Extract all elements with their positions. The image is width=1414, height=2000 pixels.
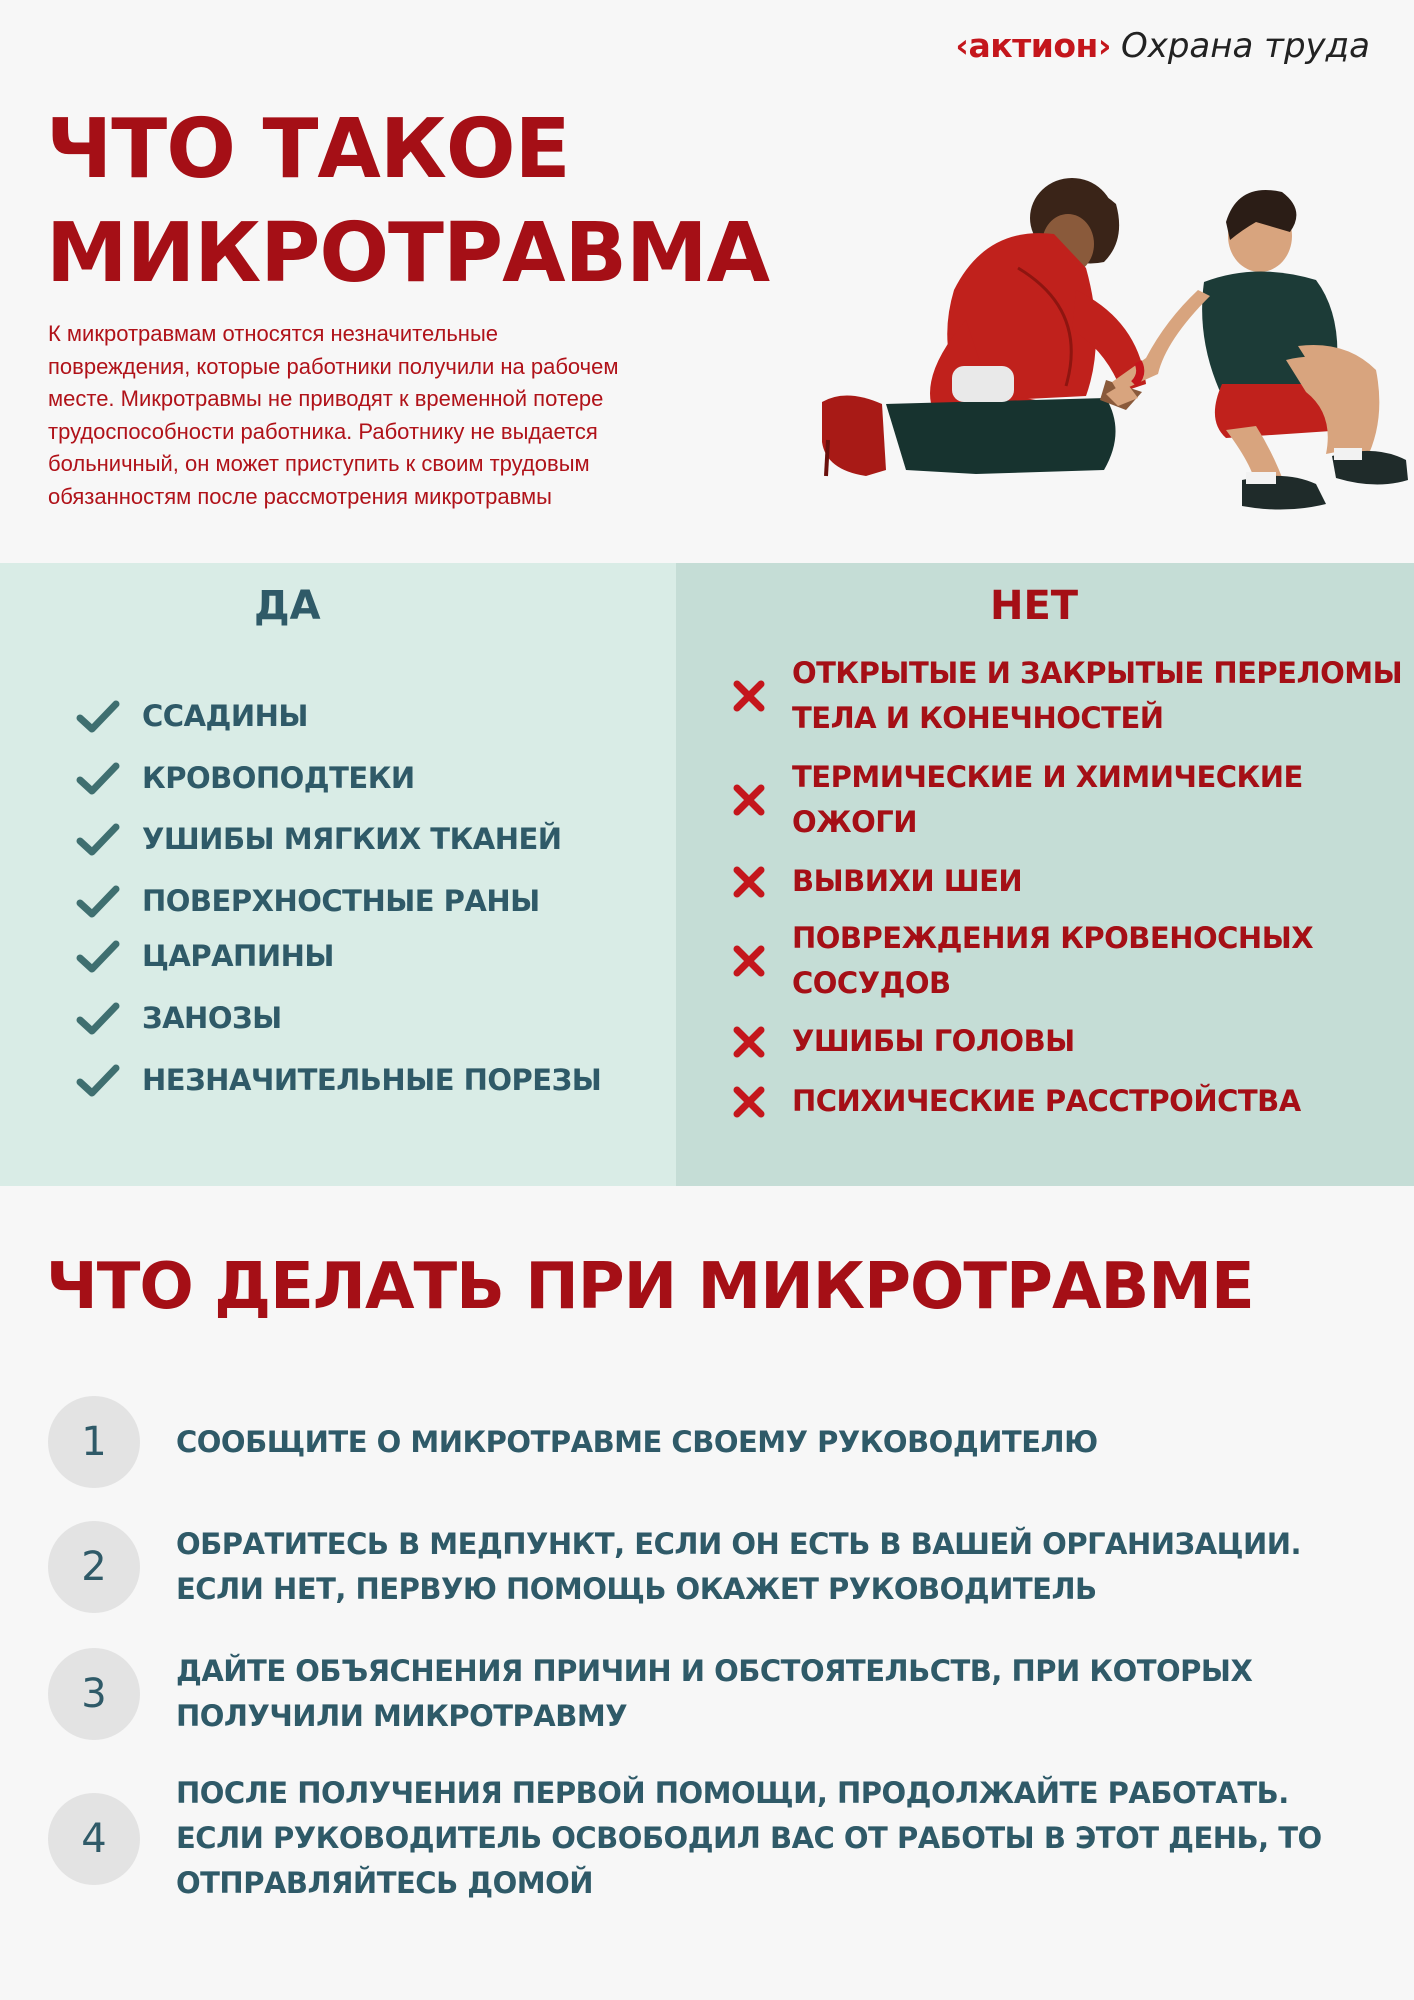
step-number: 4 bbox=[48, 1793, 140, 1885]
yes-item-label: ЗАНОЗЫ bbox=[142, 1001, 282, 1035]
intro-line: повреждения, которые работники получили на рабочем bbox=[48, 353, 619, 379]
checkmark-icon bbox=[76, 819, 120, 859]
step-text-line: ЕСЛИ РУКОВОДИТЕЛЬ ОСВОБОДИЛ ВАС ОТ РАБОТЫ В ЭТОТ ДЕНЬ, ТО bbox=[176, 1821, 1322, 1855]
page-title-line-2: МИКРОТРАВМА bbox=[46, 206, 770, 301]
no-item-label: ТЕРМИЧЕСКИЕ И ХИМИЧЕСКИЕ bbox=[792, 760, 1303, 794]
step-item bbox=[48, 1771, 1376, 1906]
no-item-label: СОСУДОВ bbox=[792, 966, 951, 1000]
page-title bbox=[46, 98, 769, 306]
step-item bbox=[48, 1648, 1376, 1740]
yes-item-label: УШИБЫ МЯГКИХ ТКАНЕЙ bbox=[142, 822, 562, 856]
list-item bbox=[76, 881, 540, 921]
list-item bbox=[732, 1019, 1075, 1064]
step-text-line: ЕСЛИ НЕТ, ПЕРВУЮ ПОМОЩЬ ОКАЖЕТ РУКОВОДИТЕЛЬ bbox=[176, 1572, 1097, 1606]
step-text-line: ПОСЛЕ ПОЛУЧЕНИЯ ПЕРВОЙ ПОМОЩИ, ПРОДОЛЖАЙТЕ РАБОТАТЬ. bbox=[176, 1776, 1289, 1810]
list-item bbox=[76, 696, 308, 736]
step-text-line: ОТПРАВЛЯЙТЕСЬ ДОМОЙ bbox=[176, 1866, 594, 1900]
step-text-line: СООБЩИТЕ О МИКРОТРАВМЕ СВОЕМУ РУКОВОДИТЕЛЮ bbox=[176, 1424, 1098, 1459]
step-number: 1 bbox=[48, 1396, 140, 1488]
intro-line: больничный, он может приступить к своим трудовым bbox=[48, 451, 590, 476]
step-number: 2 bbox=[48, 1521, 140, 1613]
cross-icon bbox=[732, 1025, 766, 1059]
checkmark-icon bbox=[76, 881, 120, 921]
no-item-label: УШИБЫ ГОЛОВЫ bbox=[792, 1024, 1075, 1058]
yes-item-label: КРОВОПОДТЕКИ bbox=[142, 761, 415, 795]
checkmark-icon bbox=[76, 758, 120, 798]
list-item bbox=[76, 819, 562, 859]
step-text-line: ПОЛУЧИЛИ МИКРОТРАВМУ bbox=[176, 1699, 628, 1733]
yes-panel bbox=[0, 563, 676, 1186]
brand-logo: ‹актион› bbox=[955, 26, 1111, 65]
list-item bbox=[732, 755, 1303, 845]
cross-icon bbox=[732, 944, 766, 978]
list-item bbox=[732, 916, 1313, 1006]
list-item bbox=[732, 1079, 1301, 1124]
list-item bbox=[76, 758, 415, 798]
cross-icon bbox=[732, 1085, 766, 1119]
no-item-label: ТЕЛА И КОНЕЧНОСТЕЙ bbox=[792, 701, 1164, 735]
no-item-label: ПОВРЕЖДЕНИЯ КРОВЕНОСНЫХ bbox=[792, 921, 1314, 955]
step-text-line: ДАЙТЕ ОБЪЯСНЕНИЯ ПРИЧИН И ОБСТОЯТЕЛЬСТВ, ПРИ КОТОРЫХ bbox=[176, 1654, 1253, 1688]
intro-line: трудоспособности работника. Работнику не выдается bbox=[48, 418, 598, 444]
step-number: 3 bbox=[48, 1648, 140, 1740]
yes-item-label: ПОВЕРХНОСТНЫЕ РАНЫ bbox=[142, 884, 540, 918]
no-item-label: ОЖОГИ bbox=[792, 805, 918, 839]
step-item bbox=[48, 1521, 1376, 1613]
yes-item-label: ЦАРАПИНЫ bbox=[142, 939, 334, 973]
first-aid-illustration bbox=[786, 170, 1414, 530]
no-item-label: ОТКРЫТЫЕ И ЗАКРЫТЫЕ ПЕРЕЛОМЫ bbox=[792, 656, 1403, 690]
step-text-line: ОБРАТИТЕСЬ В МЕДПУНКТ, ЕСЛИ ОН ЕСТЬ В ВАШЕЙ ОРГАНИЗАЦИИ. bbox=[176, 1527, 1302, 1561]
brand-name: Охрана труда bbox=[1120, 26, 1370, 66]
checkmark-icon bbox=[76, 936, 120, 976]
no-heading: НЕТ bbox=[990, 583, 1079, 629]
brand bbox=[955, 26, 1370, 66]
yes-no-panels bbox=[0, 563, 1414, 1186]
intro-paragraph bbox=[48, 318, 768, 513]
yes-item-label: НЕЗНАЧИТЕЛЬНЫЕ ПОРЕЗЫ bbox=[142, 1063, 602, 1097]
no-item-label: ПСИХИЧЕСКИЕ РАССТРОЙСТВА bbox=[792, 1084, 1301, 1118]
intro-line: обязанностям после рассмотрения микротравмы bbox=[48, 483, 552, 509]
list-item bbox=[76, 998, 282, 1038]
cross-icon bbox=[732, 679, 766, 713]
checkmark-icon bbox=[76, 1060, 120, 1100]
list-item bbox=[76, 1060, 601, 1100]
intro-line: месте. Микротравмы не приводят к временной потере bbox=[48, 386, 604, 411]
checkmark-icon bbox=[76, 696, 120, 736]
intro-line: К микротравмам относятся незначительные bbox=[48, 321, 498, 346]
list-item bbox=[76, 936, 334, 976]
no-item-label: ВЫВИХИ ШЕИ bbox=[792, 864, 1023, 898]
cross-icon bbox=[732, 783, 766, 817]
list-item bbox=[732, 651, 1402, 741]
page-title-line-1: ЧТО ТАКОЕ bbox=[46, 102, 570, 197]
cross-icon bbox=[732, 865, 766, 899]
no-panel bbox=[676, 563, 1414, 1186]
section-title: ЧТО ДЕЛАТЬ ПРИ МИКРОТРАВМЕ bbox=[46, 1250, 1254, 1324]
yes-item-label: ССАДИНЫ bbox=[142, 699, 308, 733]
step-item bbox=[48, 1396, 1376, 1488]
list-item bbox=[732, 859, 1022, 904]
yes-heading: ДА bbox=[254, 583, 321, 629]
checkmark-icon bbox=[76, 998, 120, 1038]
